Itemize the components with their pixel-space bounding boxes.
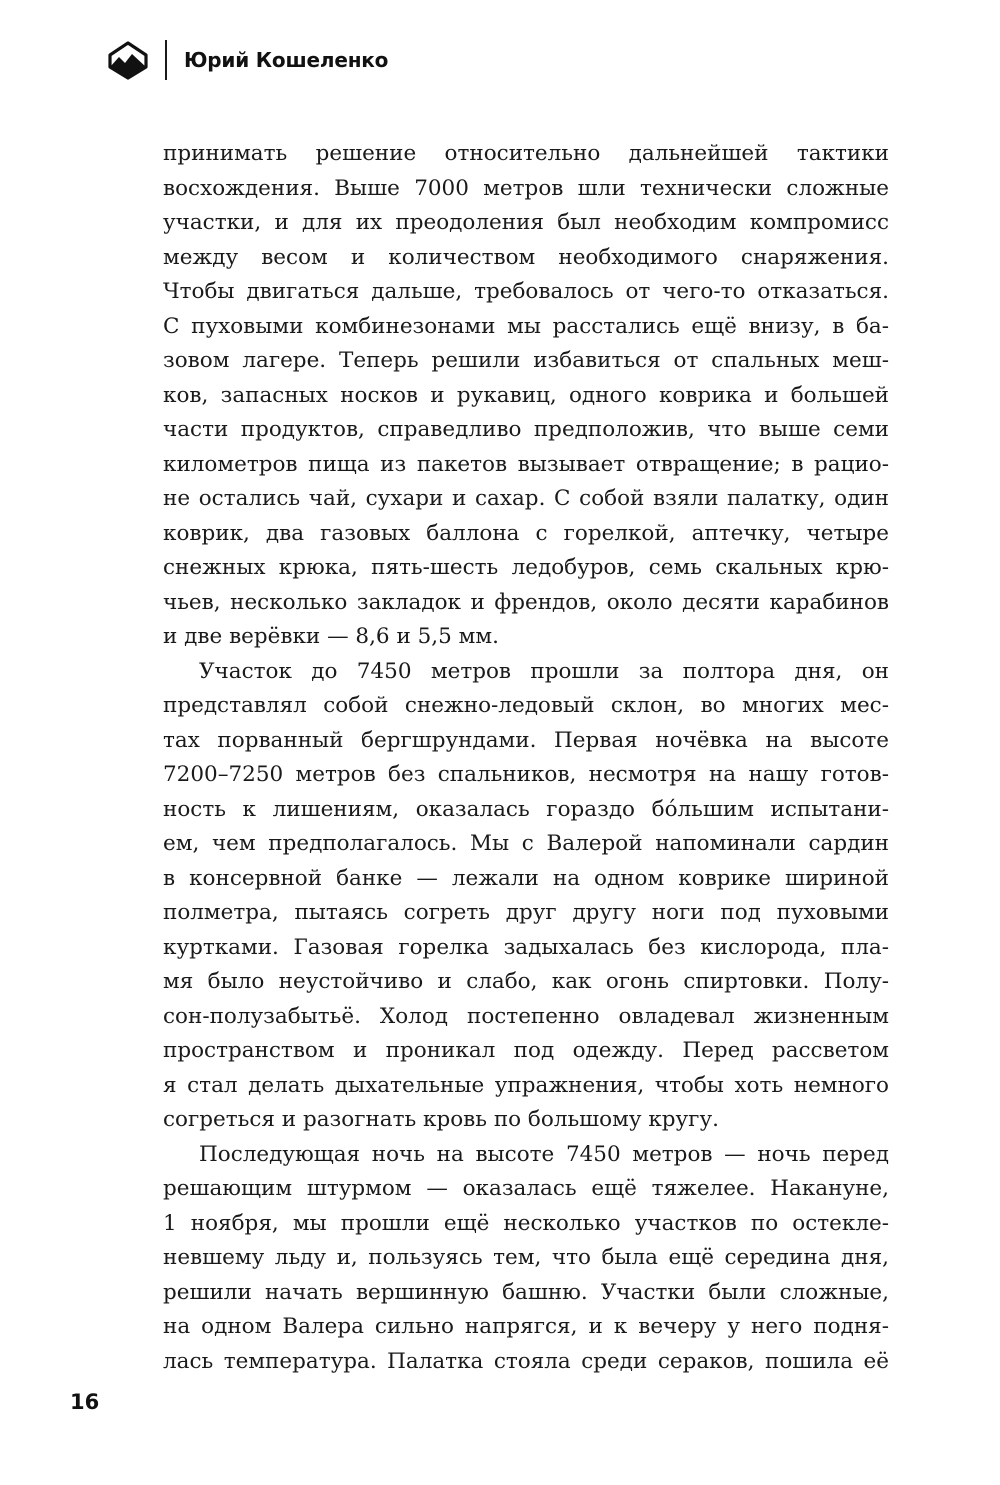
page-number: 16 — [70, 1390, 100, 1414]
header-divider — [165, 40, 167, 80]
text-line: невшему льду и, пользуясь тем, что была ещё середина дня, — [163, 1245, 889, 1270]
text-line: 1 ноября, мы прошли ещё несколько участков по остекле- — [163, 1210, 889, 1236]
text-line: Участок до 7450 метров прошли за полтора дня, он — [199, 658, 889, 684]
text-line: решающим штурмом — оказалась ещё тяжелее. Накануне, — [163, 1176, 889, 1201]
text-line: Последующая ночь на высоте 7450 метров — ночь перед — [199, 1141, 889, 1167]
text-line: сон-полузабытьё. Холод постепенно овладевал жизненным — [163, 1003, 889, 1029]
text-line: участки, и для их преодоления был необходим компромисс — [163, 210, 889, 235]
text-line: ем, чем предполагалось. Мы с Валерой напоминали сардин — [163, 831, 889, 856]
text-line: тах порванный бергшрундами. Первая ночёвка на высоте — [163, 727, 889, 753]
text-line: между весом и количеством необходимого снаряжения. — [163, 244, 889, 270]
text-line: и две верёвки — 8,6 и 5,5 мм. — [163, 624, 499, 649]
author-name: Юрий Кошеленко — [184, 48, 389, 72]
paragraph — [163, 137, 889, 655]
text-line: лась температура. Палатка стояла среди сераков, пошила её — [163, 1348, 889, 1374]
running-header — [107, 38, 388, 82]
text-line: восхождения. Выше 7000 метров шли технически сложные — [163, 175, 889, 201]
text-line: ность к лишениям, оказалась гораздо бóльшим испытани- — [163, 796, 889, 822]
publisher-mountain-logo-icon — [107, 40, 149, 80]
text-line: С пуховыми комбинезонами мы расстались ещё внизу, в ба- — [163, 313, 889, 339]
text-line: мя было неустойчиво и слабо, как огонь спиртовки. Полу- — [163, 969, 889, 994]
text-line: коврик, два газовых баллона с горелкой, аптечку, четыре — [163, 520, 889, 546]
text-line: зовом лагере. Теперь решили избавиться от спальных меш- — [163, 348, 889, 373]
text-line: полметра, пытаясь согреть друг другу ноги под пуховыми — [163, 900, 889, 925]
text-line: принимать решение относительно дальнейшей тактики — [163, 141, 889, 166]
text-line: не остались чай, сухари и сахар. С собой взяли палатку, один — [163, 486, 889, 511]
text-line: согреться и разогнать кровь по большому кругу. — [163, 1107, 719, 1132]
paragraph — [163, 655, 889, 1138]
text-line: Чтобы двигаться дальше, требовалось от чего-то отказаться. — [163, 279, 889, 304]
text-line: пространством и проникал под одежду. Перед рассветом — [163, 1038, 889, 1063]
text-line: на одном Валера сильно напрягся, и к вечеру у него подня- — [163, 1314, 889, 1339]
paragraph — [163, 1138, 889, 1380]
text-line: в консервной банке — лежали на одном коврике шириной — [163, 865, 889, 891]
text-line: я стал делать дыхательные упражнения, чтобы хоть немного — [163, 1072, 889, 1098]
text-line: представлял собой снежно-ледовый склон, во многих мес- — [163, 693, 889, 718]
text-line: ков, запасных носков и рукавиц, одного коврика и большей — [163, 382, 889, 408]
text-line: километров пища из пакетов вызывает отвращение; в рацио- — [163, 451, 889, 477]
text-line: снежных крюка, пять-шесть ледобуров, семь скальных крю- — [163, 555, 889, 580]
body-text — [163, 137, 889, 1379]
text-line: части продуктов, справедливо предположив, что выше семи — [163, 417, 889, 442]
text-line: чьев, несколько закладок и френдов, около десяти карабинов — [163, 589, 889, 615]
text-line: куртками. Газовая горелка задыхалась без кислорода, пла- — [163, 934, 889, 960]
text-line: 7200–7250 метров без спальников, несмотря на нашу готов- — [163, 762, 889, 787]
text-line: решили начать вершинную башню. Участки были сложные, — [163, 1279, 889, 1305]
